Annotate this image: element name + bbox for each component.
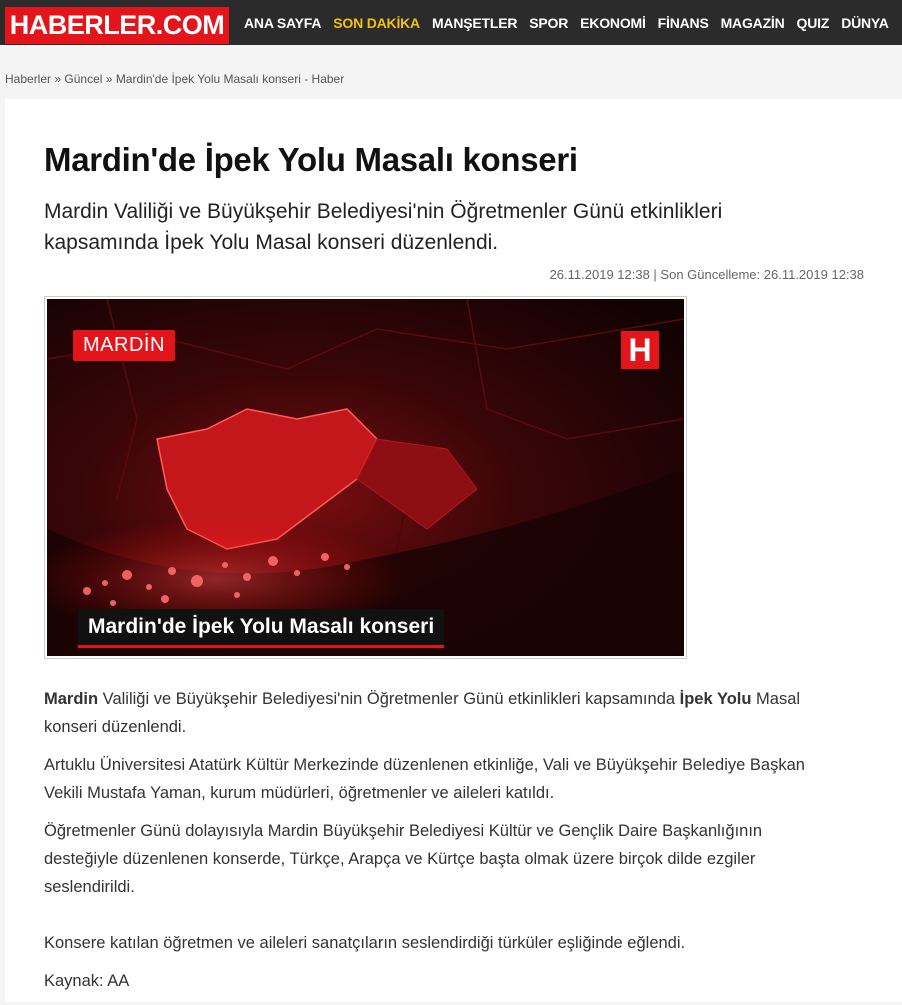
article-paragraph-4: Konsere katılan öğretmen ve aileleri sanatçıların seslendirdiği türküler eşliğinde eğlendi. xyxy=(44,934,686,952)
paragraph-text: Valiliği ve Büyükşehir Belediyesi'nin Öğretmenler Günü etkinlikleri kapsamında xyxy=(98,690,680,708)
breadcrumb-current[interactable]: Mardin'de İpek Yolu Masalı konseri - Haber xyxy=(115,72,345,86)
media-caption: Mardin'de İpek Yolu Masalı konseri xyxy=(78,609,444,648)
main-nav xyxy=(238,0,895,45)
article-paragraph-2: Artuklu Üniversitesi Atatürk Kültür Merkezinde düzenlenen etkinliğe, Vali ve Büyükşehir Belediye Başkan Vekili Mustafa Yaman, kurum müdürleri, öğretmenler ve aileleri katıldı. xyxy=(44,756,805,802)
nav-dunya[interactable]: DÜNYA xyxy=(841,14,889,31)
paragraph-text: Masal konseri düzenlendi. xyxy=(44,690,801,736)
nav-finans[interactable]: FİNANS xyxy=(657,14,709,31)
article-body xyxy=(44,685,839,1005)
breadcrumb-separator: » xyxy=(54,72,62,86)
site-logo[interactable]: HABERLER.COM xyxy=(5,7,229,44)
article-title: Mardin'de İpek Yolu Masalı konseri xyxy=(44,141,578,178)
top-navigation-bar xyxy=(0,0,902,45)
breadcrumb-separator: » xyxy=(105,72,113,86)
haberler-h-logo-icon: H xyxy=(621,331,659,369)
nav-spor[interactable]: SPOR xyxy=(529,14,569,31)
article-paragraph-3: Öğretmenler Günü dolayısıyla Mardin Büyükşehir Belediyesi Kültür ve Gençlik Daire Başkanlığının desteğiyle düzenlenen konserde, Türkçe, Arapça ve Kürtçe başta olmak üzere birçok dilde ezgiler seslendirildi. xyxy=(44,822,763,896)
article-source: Kaynak: AA xyxy=(44,972,130,990)
media-location-tag: MARDİN xyxy=(73,330,175,361)
nav-son-dakika[interactable]: SON DAKİKA xyxy=(333,14,420,31)
article-paragraph-1 xyxy=(44,685,839,741)
nav-ekonomi[interactable]: EKONOMİ xyxy=(580,14,646,31)
nav-quiz[interactable]: QUIZ xyxy=(796,14,830,31)
nav-mansetler[interactable]: MANŞETLER xyxy=(431,14,518,31)
keyword-link-ipek-yolu[interactable]: İpek Yolu xyxy=(679,690,752,708)
breadcrumb-haberler[interactable]: Haberler xyxy=(5,72,52,86)
article-dates: 26.11.2019 12:38 | Son Güncelleme: 26.11.2019 12:38 xyxy=(549,267,864,282)
article-image[interactable] xyxy=(44,296,687,659)
keyword-link-mardin[interactable]: Mardin xyxy=(44,690,99,708)
breadcrumb-guncel[interactable]: Güncel xyxy=(64,72,103,86)
article-summary: Mardin Valiliği ve Büyükşehir Belediyesi'nin Öğretmenler Günü etkinlikleri kapsamında İpek Yolu Masal konseri düzenlendi. xyxy=(44,200,723,254)
nav-ana-sayfa[interactable]: ANA SAYFA xyxy=(244,14,322,31)
nav-magazin[interactable]: MAGAZİN xyxy=(720,14,785,31)
article-card xyxy=(5,99,902,1002)
breadcrumb xyxy=(5,72,344,86)
